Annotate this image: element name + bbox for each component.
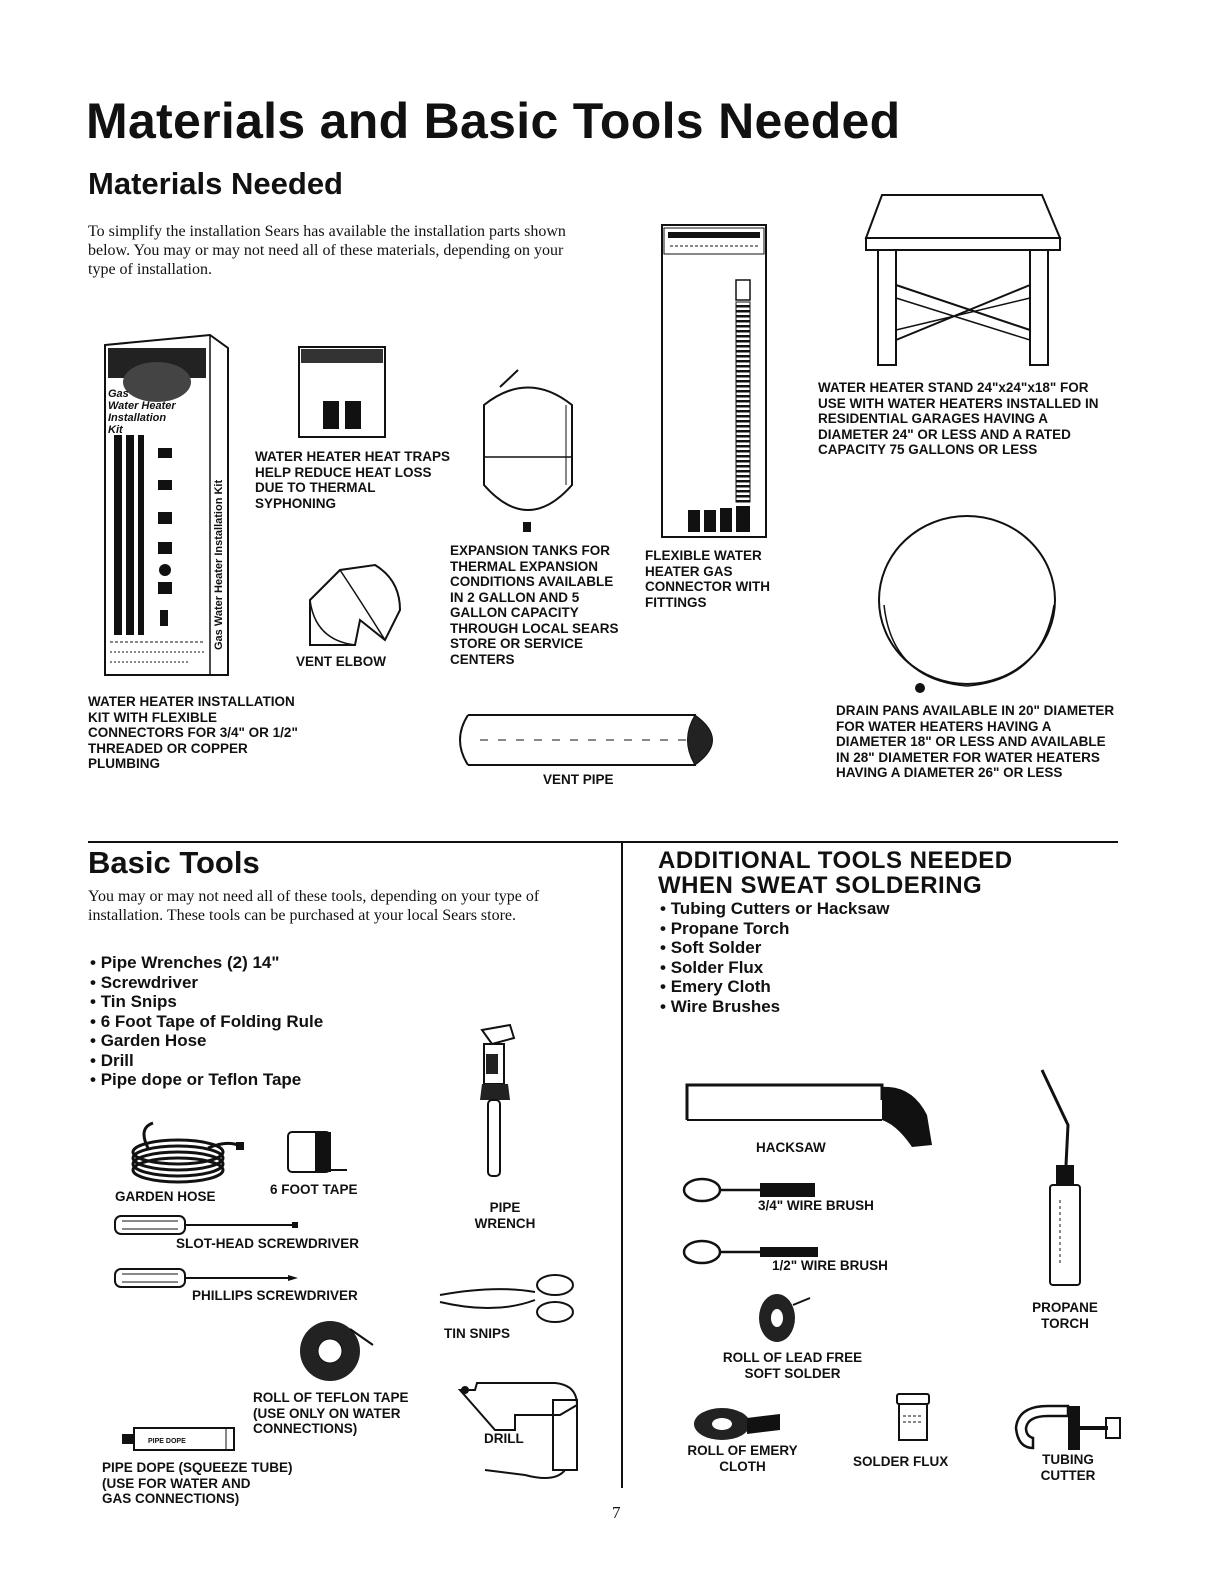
caption-vent-elbow: VENT ELBOW [296, 654, 386, 669]
emery-cloth-illustration [692, 1400, 782, 1445]
basic-tools-intro: You may or may not need all of these tools, depending on your type of installation. These tools can be purchased at your local Sears store. [88, 888, 540, 924]
caption-water-heater-stand: WATER HEATER STAND 24"x24"x18" FOR USE WITH WATER HEATERS INSTALLED IN RESIDENTIAL GARAGES HAVING A DIAMETER 24" OR LESS AND A RATED CAPACITY 75 GALLONS OR LESS [818, 380, 1099, 457]
flexible-connector-illustration [660, 220, 770, 540]
list-item: • Pipe dope or Teflon Tape [90, 1070, 323, 1090]
caption-expansion-tanks: EXPANSION TANKS FOR THERMAL EXPANSION CONDITIONS AVAILABLE IN 2 GALLON AND 5 GALLON CAPACITY THROUGH LOCAL SEARS STORE OR SERVICE CENTERS [450, 543, 619, 667]
list-item: • Garden Hose [90, 1031, 323, 1051]
basic-tools-list [90, 953, 323, 1090]
caption-lead-free-solder: ROLL OF LEAD FREE SOFT SOLDER [722, 1350, 863, 1381]
lead-free-solder-illustration [755, 1290, 815, 1345]
list-item: • Emery Cloth [660, 977, 890, 997]
list-item: • Tin Snips [90, 992, 323, 1012]
list-item: • Pipe Wrenches (2) 14" [90, 953, 323, 973]
caption-teflon-tape: ROLL OF TEFLON TAPE (USE ONLY ON WATER CONNECTIONS) [253, 1390, 409, 1436]
caption-tin-snips: TIN SNIPS [444, 1326, 511, 1341]
column-divider [621, 843, 623, 1488]
drain-pan-illustration [872, 510, 1062, 695]
list-item: • Propane Torch [660, 919, 890, 939]
list-item: • Screwdriver [90, 973, 323, 993]
list-item: • Drill [90, 1051, 323, 1071]
pipe-dope-tube-illustration [118, 1424, 240, 1454]
additional-tools-heading: ADDITIONAL TOOLS NEEDED WHEN SWEAT SOLDERING [658, 847, 1013, 899]
caption-wire-brush-12: 1/2" WIRE BRUSH [772, 1258, 888, 1273]
caption-drill: DRILL [484, 1431, 524, 1446]
caption-drain-pans: DRAIN PANS AVAILABLE IN 20" DIAMETER FOR WATER HEATERS HAVING A DIAMETER 18" OR LESS AND AVAILABLE IN 28" DIAMETER FOR WATER HEATERS HAVING A DIAMETER 26" OR LESS [836, 703, 1115, 780]
caption-tubing-cutter: TUBING CUTTER [1040, 1452, 1096, 1483]
tin-snips-illustration [435, 1270, 580, 1330]
caption-pipe-wrench: PIPE WRENCH [474, 1200, 536, 1231]
caption-wire-brush-34: 3/4" WIRE BRUSH [758, 1198, 874, 1213]
list-item: • Tubing Cutters or Hacksaw [660, 899, 890, 919]
additional-tools-list [660, 899, 890, 1016]
caption-vent-pipe: VENT PIPE [543, 772, 614, 787]
caption-propane-torch: PROPANE TORCH [1032, 1300, 1098, 1331]
pipe-dope-tube-label: PIPE DOPE [148, 1438, 186, 1445]
svg-text:Gas Water Heater Insta: Gas Water Heater Installation Kit [108, 388, 176, 436]
page-number: 7 [612, 1503, 621, 1522]
phillips-screwdriver-illustration [112, 1266, 302, 1290]
page-title: Materials and Basic Tools Needed [86, 93, 901, 149]
list-item: • 6 Foot Tape of Folding Rule [90, 1012, 323, 1032]
vent-elbow-illustration [300, 560, 410, 655]
basic-tools-heading: Basic Tools [88, 845, 260, 880]
pipe-wrench-illustration [470, 1020, 525, 1180]
garden-hose-illustration [128, 1118, 248, 1186]
caption-emery-cloth: ROLL OF EMERY CLOTH [687, 1443, 798, 1474]
caption-garden-hose: GARDEN HOSE [115, 1189, 216, 1204]
caption-hacksaw: HACKSAW [756, 1140, 826, 1155]
materials-heading: Materials Needed [88, 166, 343, 201]
heat-traps-illustration [297, 345, 387, 440]
section-divider [88, 841, 1118, 843]
caption-6-foot-tape: 6 FOOT TAPE [270, 1182, 358, 1197]
caption-pipe-dope: PIPE DOPE (SQUEEZE TUBE) (USE FOR WATER AND GAS CONNECTIONS) [102, 1460, 293, 1506]
materials-intro: To simplify the installation Sears has available the installation parts shown below. You may or may not need all of these materials, depending on your type of installation. [88, 223, 566, 278]
propane-torch-illustration [1030, 1065, 1100, 1295]
caption-flexible-connector: FLEXIBLE WATER HEATER GAS CONNECTOR WITH FITTINGS [645, 548, 770, 610]
drill-illustration [455, 1375, 585, 1485]
caption-slot-head-screwdriver: SLOT-HEAD SCREWDRIVER [176, 1236, 360, 1251]
caption-phillips-screwdriver: PHILLIPS SCREWDRIVER [192, 1288, 358, 1303]
slot-head-screwdriver-illustration [112, 1213, 302, 1237]
caption-heat-traps: WATER HEATER HEAT TRAPS HELP REDUCE HEAT LOSS DUE TO THERMAL SYPHONING [255, 449, 450, 511]
tape-measure-illustration [285, 1128, 350, 1176]
teflon-tape-illustration [298, 1315, 378, 1385]
list-item: • Solder Flux [660, 958, 890, 978]
installation-kit-illustration [100, 330, 235, 685]
kit-box-side-text: Gas Water Heater Installation Kit [213, 479, 225, 650]
solder-flux-illustration [893, 1390, 933, 1445]
caption-installation-kit: WATER HEATER INSTALLATION KIT WITH FLEXIBLE CONNECTORS FOR 3/4" OR 1/2" THREADED OR COPPER PLUMBING [88, 694, 298, 771]
list-item: • Wire Brushes [660, 997, 890, 1017]
list-item: • Soft Solder [660, 938, 890, 958]
tubing-cutter-illustration [1008, 1400, 1128, 1455]
vent-pipe-illustration [450, 710, 730, 770]
expansion-tank-illustration [478, 365, 578, 540]
caption-solder-flux: SOLDER FLUX [853, 1454, 949, 1469]
water-heater-stand-illustration [862, 190, 1062, 370]
